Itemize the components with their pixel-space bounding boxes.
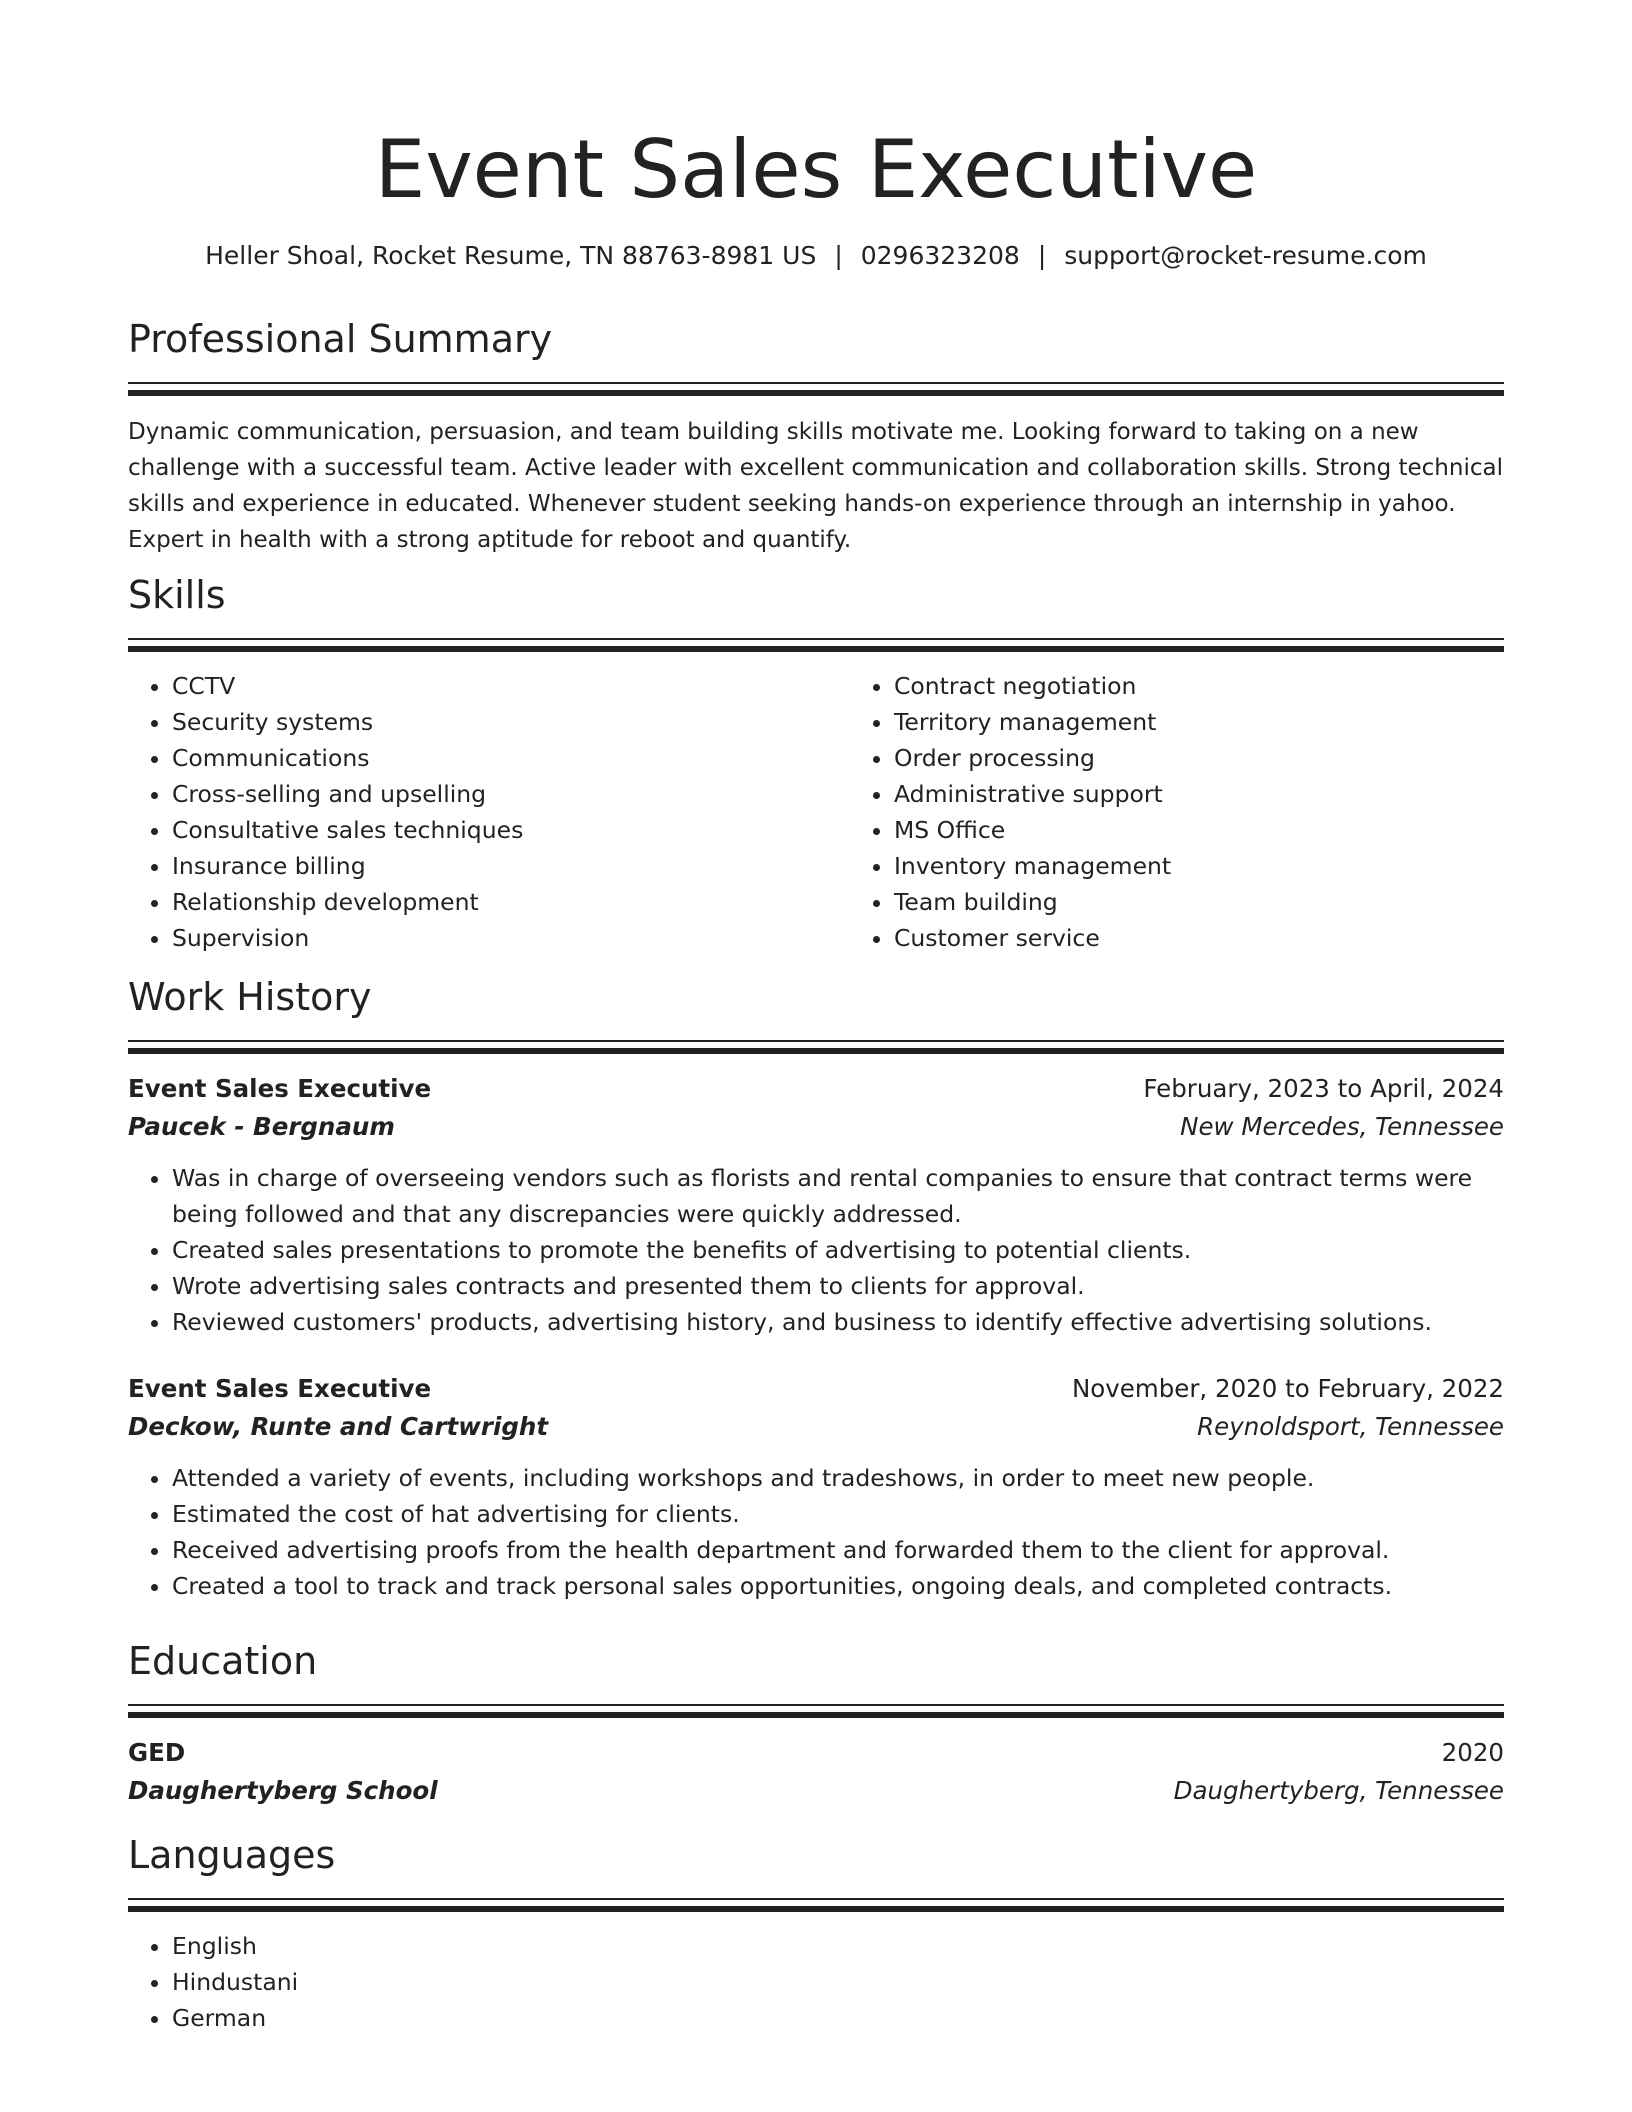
skill-item: • Supervision [172,920,850,956]
section-rule-thin [128,1898,1504,1900]
section-title-summary: Professional Summary [128,317,553,361]
job-duty: • Reviewed customers' products, advertising history, and business to identify effective advertising solutions. [172,1304,1504,1340]
job-duty: • Wrote advertising sales contracts and presented them to clients for approval. [172,1268,1504,1304]
job-entry [128,1070,1504,1340]
section-rule-thin [128,1704,1504,1706]
contact-email: support@rocket-resume.com [1064,241,1427,270]
education-degree: GED [128,1738,186,1767]
job-duties-list [128,1160,1504,1340]
section-rule-thin [128,1040,1504,1042]
section-rule-thick [128,1048,1504,1054]
job-dates: November, 2020 to February, 2022 [1071,1374,1504,1403]
skills-list-left [128,668,850,956]
skill-item: • Administrative support [894,776,1572,812]
skill-item: • Team building [894,884,1572,920]
languages-list [128,1928,1504,2036]
job-company: Deckow, Runte and Cartwright [128,1412,549,1441]
skill-item: • Insurance billing [172,848,850,884]
skill-item: • Order processing [894,740,1572,776]
education-year: 2020 [1441,1738,1504,1767]
skill-item: • Relationship development [172,884,850,920]
languages-section [128,1830,1504,2036]
skill-item: • Communications [172,740,850,776]
job-company-row [128,1408,1504,1446]
section-rule-thick [128,1906,1504,1912]
skill-item: • Cross-selling and upselling [172,776,850,812]
section-rule-thick [128,1712,1504,1718]
contact-separator: | [834,241,843,270]
skill-item: • Territory management [894,704,1572,740]
job-duty: • Received advertising proofs from the health department and forwarded them to the client for approval. [172,1532,1504,1568]
language-item: • Hindustani [172,1964,1504,2000]
language-item: • German [172,2000,1504,2036]
job-header-row [128,1070,1504,1108]
section-rule-thin [128,382,1504,384]
education-entry [128,1734,1504,1810]
section-rule-thick [128,390,1504,396]
skill-item: • Security systems [172,704,850,740]
contact-line [0,238,1632,274]
skill-item: • Customer service [894,920,1572,956]
work-history-section [128,972,1504,1604]
job-company-row [128,1108,1504,1146]
education-school: Daughertyberg School [128,1776,438,1805]
job-title: Event Sales Executive [128,1074,432,1103]
education-location: Daughertyberg, Tennessee [1173,1776,1504,1805]
section-title-languages: Languages [128,1833,336,1877]
job-duty: • Created a tool to track and track personal sales opportunities, ongoing deals, and completed contracts. [172,1568,1504,1604]
education-header-row [128,1734,1504,1772]
skills-columns [128,668,1504,956]
section-title-education: Education [128,1639,318,1683]
skills-section [128,570,1504,956]
skill-item: • Consultative sales techniques [172,812,850,848]
job-duty: • Attended a variety of events, including workshops and tradeshows, in order to meet new people. [172,1460,1504,1496]
education-section [128,1636,1504,1810]
job-duty: • Created sales presentations to promote the benefits of advertising to potential clients. [172,1232,1504,1268]
skill-item: • Contract negotiation [894,668,1572,704]
skills-list-right [850,668,1572,956]
job-header-row [128,1370,1504,1408]
section-title-work-history: Work History [128,975,372,1019]
job-company: Paucek - Bergnaum [128,1112,395,1141]
section-rule-thick [128,646,1504,652]
skill-item: • Inventory management [894,848,1572,884]
job-location: Reynoldsport, Tennessee [1197,1412,1504,1441]
section-title-skills: Skills [128,573,226,617]
section-rule-thin [128,638,1504,640]
language-item: • English [172,1928,1504,1964]
job-location: New Mercedes, Tennessee [1180,1112,1504,1141]
job-duty: • Estimated the cost of hat advertising for clients. [172,1496,1504,1532]
contact-phone: 0296323208 [860,241,1020,270]
summary-text: Dynamic communication, persuasion, and team building skills motivate me. Looking forward to taking on a new challenge with a successful team. Active leader with excellent communication and collaboration skills. Strong technical skills and experience in educated. Whenever student seeking hands-on experience through an internship in yahoo. Expert in health with a strong aptitude for reboot and quantify. [128,419,1503,553]
contact-separator: | [1037,241,1047,270]
job-entry [128,1370,1504,1604]
skill-item: • CCTV [172,668,850,704]
job-dates: February, 2023 to April, 2024 [1143,1074,1504,1103]
job-duties-list [128,1460,1504,1604]
job-duty: • Was in charge of overseeing vendors such as florists and rental companies to ensure that contract terms were being followed and that any discrepancies were quickly addressed. [172,1160,1504,1232]
resume-name: Event Sales Executive [374,123,1258,216]
education-school-row [128,1772,1504,1810]
job-title: Event Sales Executive [128,1374,432,1403]
contact-address: Heller Shoal, Rocket Resume, TN 88763-8981 US [205,241,817,270]
summary-section [128,314,1504,558]
skill-item: • MS Office [894,812,1572,848]
